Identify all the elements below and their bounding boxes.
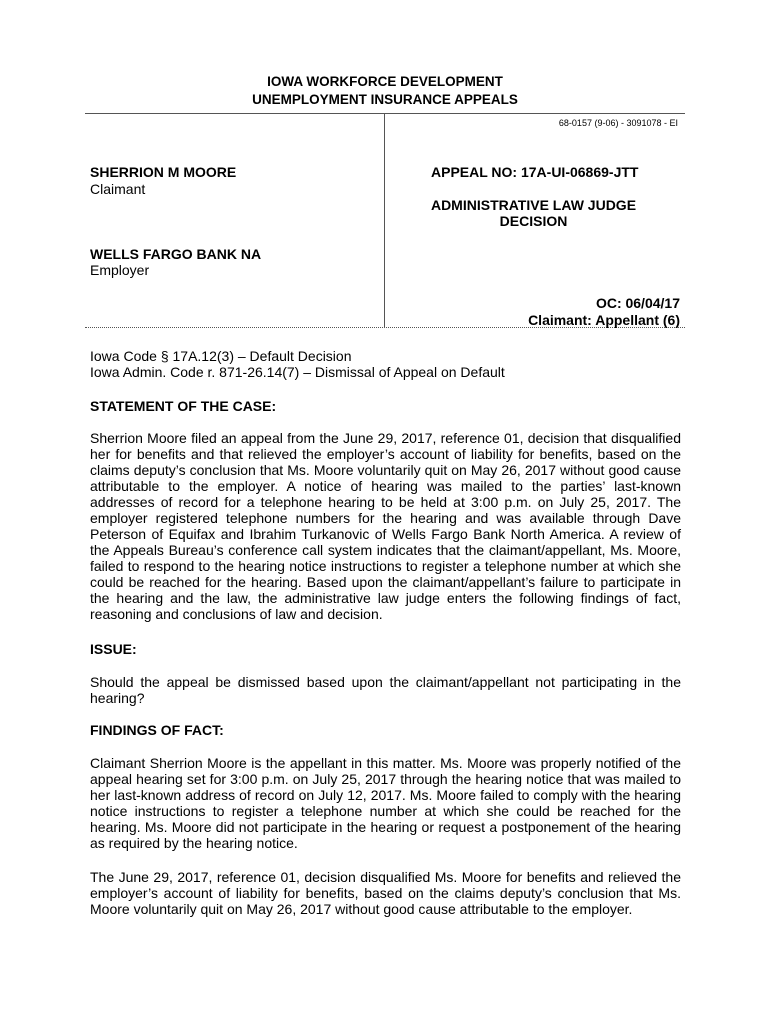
form-code: 68-0157 (9-06) - 3091078 - EI — [558, 118, 678, 128]
header-rule — [85, 113, 685, 114]
column-divider — [384, 113, 385, 327]
division-title: UNEMPLOYMENT INSURANCE APPEALS — [252, 92, 518, 107]
claimant-status: Claimant: Appellant (6) — [528, 312, 680, 328]
appeal-number: APPEAL NO: 17A-UI-06869-JTT — [431, 164, 639, 180]
statement-heading: STATEMENT OF THE CASE: — [90, 398, 277, 414]
claimant-name: SHERRION M MOORE — [90, 164, 237, 180]
employer-role: Employer — [90, 262, 150, 278]
findings-heading: FINDINGS OF FACT: — [90, 722, 224, 738]
findings-paragraph: Claimant Sherrion Moore is the appellant in this matter. Ms. Moore was properly notified of the appeal hearing set for 3:00 p.m. on July 25, 2017 through the hearing notice that was mailed to her last-known address of record on July 12, 2017. Ms. Moore failed to comply with the hearing notice instructions to register a telephone number at which she could be reached for the hearing. Ms. Moore did not participate in the hearing or request a postponement of the hearing as required by the hearing notice. — [90, 755, 681, 851]
statement-paragraph: Sherrion Moore filed an appeal from the June 29, 2017, reference 01, decision that disqualified her for benefits and that relieved the employer’s account of liability for benefits, based on the claims deputy’s conclusion that Ms. Moore voluntarily quit on May 26, 2017 without good cause attributable to the employer. A notice of hearing was mailed to the parties’ last-known addresses of record for a telephone hearing to be held at 3:00 p.m. on July 25, 2017. The employer registered telephone numbers for the hearing and was available through Dave Peterson of Equifax and Ibrahim Turkanovic of Wells Fargo Bank North America. A review of the Appeals Bureau’s conference call system indicates that the claimant/appellant, Ms. Moore, failed to respond to the hearing notice instructions to register a telephone number at which she could be reached for the hearing. Based upon the claimant/appellant’s failure to participate in the hearing and the law, the administrative law judge enters the following findings of fact, reasoning and conclusions of law and decision. — [90, 430, 681, 622]
claimant-role: Claimant — [90, 181, 146, 197]
employer-name: WELLS FARGO BANK NA — [90, 246, 262, 262]
findings-paragraph: The June 29, 2017, reference 01, decision disqualified Ms. Moore for benefits and relieved the employer’s account of liability for benefits, based on the claims deputy’s conclusion that Ms. Moore voluntarily quit on May 26, 2017 without good cause attributable to the employer. — [90, 869, 681, 917]
decision-title-line2: DECISION — [499, 213, 568, 229]
oc-date: OC: 06/04/17 — [595, 295, 680, 311]
agency-title: IOWA WORKFORCE DEVELOPMENT — [267, 74, 503, 89]
decision-title-line1: ADMINISTRATIVE LAW JUDGE — [430, 197, 637, 213]
issue-heading: ISSUE: — [90, 641, 137, 657]
citation-line: Iowa Code § 17A.12(3) – Default Decision — [90, 348, 352, 364]
issue-paragraph: Should the appeal be dismissed based upon the claimant/appellant not participating in the hearing? — [90, 674, 681, 706]
citation-line: Iowa Admin. Code r. 871-26.14(7) – Dismissal of Appeal on Default — [90, 364, 505, 380]
